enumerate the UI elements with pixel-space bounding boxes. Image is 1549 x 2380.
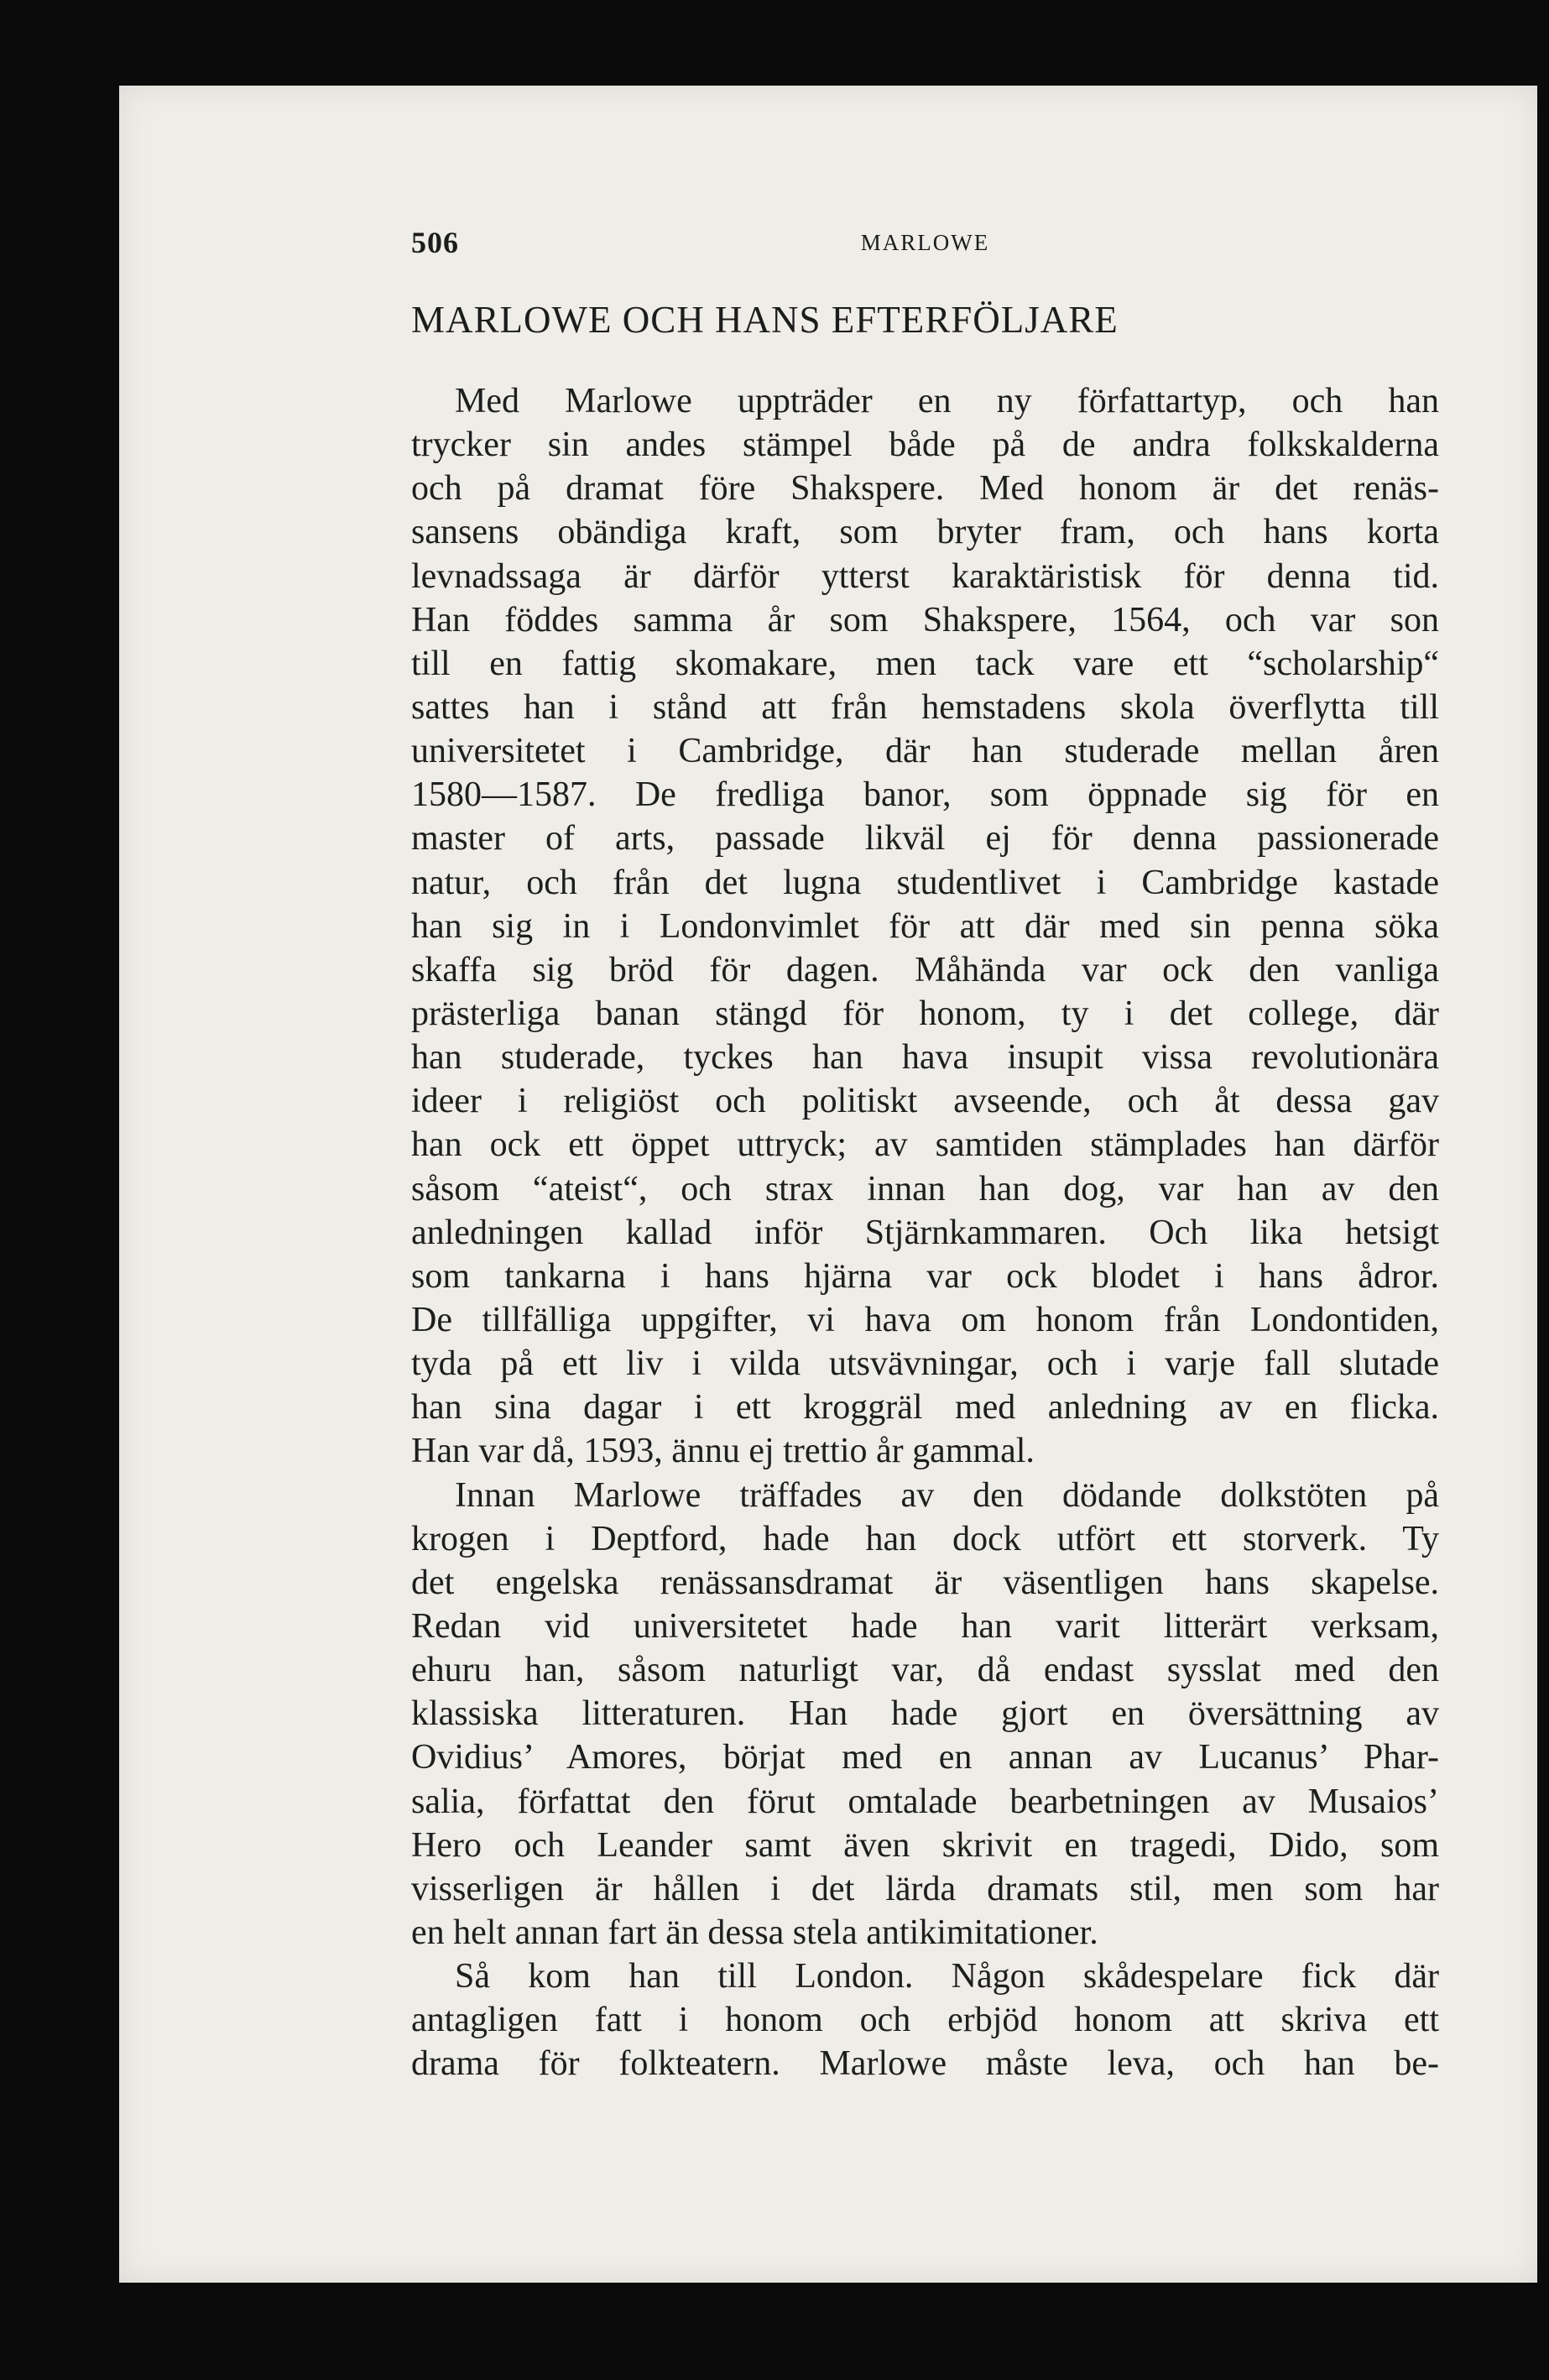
text-line: krogen i Deptford, hade han dock utfört ett storverk. Ty [411, 1519, 1439, 1558]
text-line: han studerade, tyckes han hava insupit vissa revolutionära [411, 1038, 1439, 1078]
text-line: Med Marlowe uppträder en ny författartyp, och han [455, 382, 1439, 420]
text-line: han sina dagar i ett kroggräl med anledning av en flicka. [411, 1388, 1439, 1427]
text-line: klassiska litteraturen. Han hade gjort en översättning av [411, 1694, 1439, 1734]
text-line: drama för folkteatern. Marlowe måste leva, och han be- [411, 2044, 1439, 2084]
text-line: visserligen är hållen i det lärda dramats stil, men som har [411, 1869, 1439, 1908]
chapter-heading: MARLOWE OCH HANS EFTERFÖLJARE [411, 299, 1119, 341]
text-line: salia, författat den förut omtalade bearbetningen av Musaios’ [411, 1782, 1439, 1821]
text-line: De tillfälliga uppgifter, vi hava om honom från Londontiden, [411, 1300, 1439, 1339]
text-line: Ovidius’ Amores, börjat med en annan av Lucanus’ Phar- [411, 1738, 1439, 1777]
text-line: anledningen kallad inför Stjärnkammaren. Och lika hetsigt [411, 1213, 1439, 1252]
running-head [411, 225, 1439, 264]
text-line: Hero och Leander samt även skrivit en tragedi, Dido, som [411, 1825, 1439, 1865]
text-line: Så kom han till London. Någon skådespelare fick där [455, 1957, 1439, 1996]
text-line: trycker sin andes stämpel både på de andra folkskalderna [411, 425, 1439, 465]
text-line: Redan vid universitetet hade han varit litterärt verksam, [411, 1606, 1439, 1646]
text-line: han ock ett öppet uttryck; av samtiden stämplades han därför [411, 1125, 1439, 1165]
text-line: universitetet i Cambridge, där han studerade mellan åren [411, 732, 1439, 771]
text-line: Innan Marlowe träffades av den dödande dolkstöten på [455, 1475, 1439, 1515]
text-line: ehuru han, såsom naturligt var, då endast sysslat med den [411, 1651, 1439, 1690]
text-line: 1580—1587. De fredliga banor, som öppnade sig för en [411, 775, 1439, 815]
running-title: MARLOWE [860, 230, 990, 255]
text-line: tyda på ett liv i vilda utsvävningar, och i varje fall slutade [411, 1344, 1439, 1384]
text-line: antagligen fatt i honom och erbjöd honom att skriva ett [411, 2001, 1439, 2040]
text-line: Han var då, 1593, ännu ej trettio år gammal. [411, 1432, 1035, 1471]
text-line: skaffa sig bröd för dagen. Måhända var ock den vanliga [411, 950, 1439, 989]
text-line: en helt annan fart än dessa stela antikimitationer. [411, 1913, 1098, 1952]
text-line: han sig in i Londonvimlet för att där med sin penna söka [411, 906, 1439, 946]
text-line: såsom “ateist“, och strax innan han dog, var han av den [411, 1169, 1439, 1208]
text-line: sansens obändiga kraft, som bryter fram, och hans korta [411, 513, 1439, 552]
page-number: 506 [411, 226, 459, 259]
text-line: prästerliga banan stängd för honom, ty i det college, där [411, 994, 1439, 1033]
text-line: som tankarna i hans hjärna var ock blodet i hans ådror. [411, 1256, 1439, 1296]
text-line: sattes han i stånd att från hemstadens skola överflytta till [411, 687, 1439, 727]
text-line: till en fattig skomakare, men tack vare ett “scholarship“ [411, 644, 1439, 683]
text-line: det engelska renässansdramat är väsentligen hans skapelse. [411, 1563, 1439, 1602]
body-text [411, 379, 1439, 2085]
text-line: master of arts, passade likväl ej för denna passionerade [411, 819, 1439, 859]
text-line: Han föddes samma år som Shakspere, 1564, och var son [411, 600, 1439, 639]
text-line: och på dramat före Shakspere. Med honom är det renäs- [411, 469, 1439, 509]
text-line: levnadssaga är därför ytterst karaktäristisk för denna tid. [411, 556, 1439, 596]
text-line: natur, och från det lugna studentlivet i Cambridge kastade [411, 863, 1439, 902]
text-line: ideer i religiöst och politiskt avseende, och åt dessa gav [411, 1082, 1439, 1121]
